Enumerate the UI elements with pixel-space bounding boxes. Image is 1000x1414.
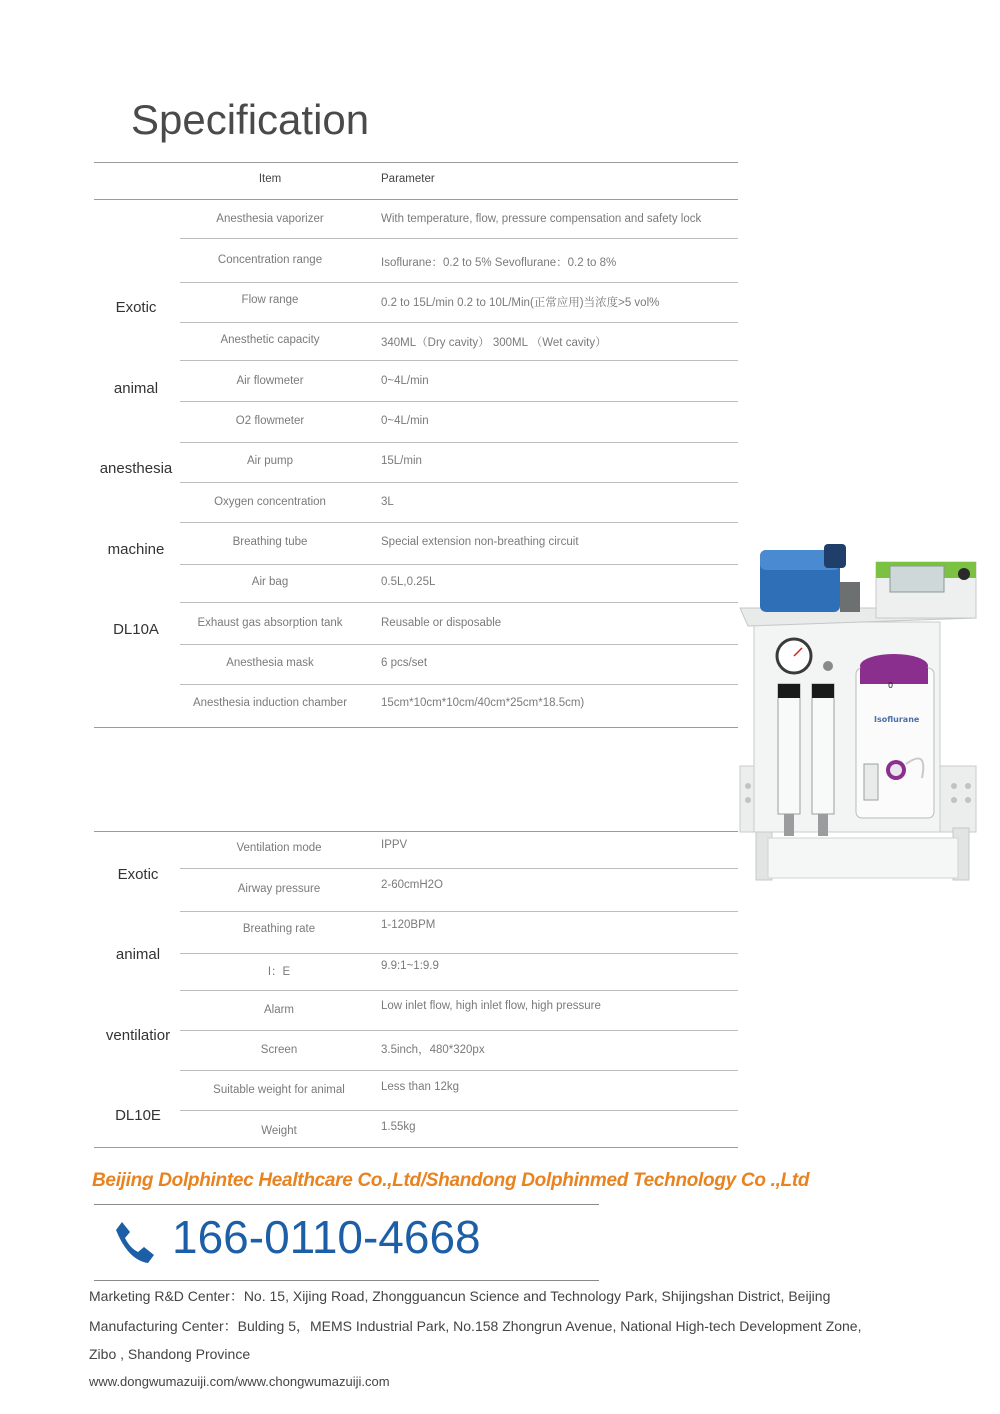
table-top-rule [94,831,738,832]
table-row-item: I：E [267,966,291,978]
table-row-parameter: IPPV [381,839,408,851]
vaporizer-label: Isoflurane [874,715,920,724]
group-label-word: Exotic [115,299,157,316]
row-rule [180,564,738,565]
website-link[interactable]: www.dongwumazuiji.com/www.chongwumazuiji.com [89,1374,390,1389]
company-name: Beijing Dolphintec Healthcare Co.,Ltd/Shandong Dolphinmed Technology Co .,Ltd [92,1170,810,1191]
table-row-item: Concentration range [217,254,323,266]
group-label-word: animal [113,380,159,397]
table-row-parameter: 2-60cmH2O [381,879,443,891]
anesthesia-machine-image [738,538,1000,884]
group-label-word: DL10A [113,621,159,638]
address-line: Manufacturing Center：Bulding 5，MEMS Industrial Park, No.158 Zhongrun Avenue, National High-tech Development Zone, [89,1318,862,1334]
table-row-item: Screen [260,1044,298,1056]
table-row-item: Weight [261,1125,297,1137]
table-row-parameter: 3L [381,496,394,508]
table-row-item: Air pump [246,455,294,467]
table-row-item: Airway pressure [237,883,321,895]
table-row-item: Ventilation mode [236,842,322,854]
table-row-item: Exhaust gas absorption tank [197,617,343,629]
table-row-parameter: 0.2 to 15L/min 0.2 to 10L/Min(正常应用)当浓度>5 vol% [381,297,660,309]
row-rule [180,684,738,685]
row-rule [180,522,738,523]
table-row-item: Breathing tube [232,536,308,548]
phone-icon [110,1218,158,1266]
address-line: Zibo , Shandong Province [89,1346,251,1362]
table-row-parameter: 6 pcs/set [381,657,428,669]
table-row-item: Anesthesia mask [226,657,314,669]
row-rule [180,911,738,912]
header-item: Item [258,173,282,185]
table-row-parameter: 0~4L/min [381,415,429,427]
table-row-item: Suitable weight for animal [213,1084,345,1096]
row-rule [180,990,738,991]
address-line: Marketing R&D Center：No. 15, Xijing Road, Zhongguancun Science and Technology Park, Shijingshan District, Beijing [89,1288,831,1304]
table-row-parameter: Less than 12kg [381,1081,460,1093]
table-row-parameter: 1.55kg [381,1121,416,1133]
row-rule [180,953,738,954]
table-row-parameter: Low inlet flow, high inlet flow, high pressure [381,1000,601,1012]
row-rule [180,644,738,645]
row-rule [180,238,738,239]
table-row-parameter: With temperature, flow, pressure compensation and safety lock [381,213,702,225]
header-rule [94,199,738,200]
row-rule [180,1070,738,1071]
row-rule [180,602,738,603]
table-row-parameter: 15L/min [381,455,422,467]
group-label-word: ventilatior [105,1027,171,1044]
row-rule [180,1030,738,1031]
table-row-item: Breathing rate [242,923,316,935]
table-row-parameter: 0~4L/min [381,375,429,387]
table-row-parameter: 9.9:1~1:9.9 [381,960,439,972]
table-row-parameter: 340ML（Dry cavity） 300ML （Wet cavity） [381,337,607,349]
row-rule [180,360,738,361]
table-top-rule [94,162,738,163]
header-parameter: Parameter [381,173,435,185]
row-rule [180,401,738,402]
row-rule [180,482,738,483]
group-label-word: Exotic [117,866,159,883]
table-row-item: Anesthesia vaporizer [216,213,324,225]
table-row-item: Air flowmeter [236,375,304,387]
footer-rule-bottom [94,1280,599,1281]
row-rule [180,282,738,283]
table-row-item: Air bag [251,576,289,588]
table-row-parameter: 3.5inch，480*320px [381,1044,485,1056]
table-row-item: Anesthetic capacity [220,334,320,346]
table-row-parameter: Special extension non-breathing circuit [381,536,579,548]
table-row-parameter: Isoflurane：0.2 to 5% Sevoflurane：0.2 to 8% [381,257,617,269]
row-rule [180,1110,738,1111]
phone-number: 166-0110-4668 [172,1211,481,1263]
row-rule [180,868,738,869]
table-bottom-rule [94,727,738,728]
table-row-item: Oxygen concentration [214,496,326,508]
group-label-word: anesthesia [99,460,173,477]
table-row-item: Alarm [263,1004,295,1016]
group-label-word: DL10E [115,1107,161,1124]
table-row-parameter: 0.5L,0.25L [381,576,436,588]
table-row-parameter: Reusable or disposable [381,617,502,629]
group-label-word: machine [107,541,165,558]
table-bottom-rule [94,1147,738,1148]
footer-rule-top [94,1204,599,1205]
page-title: Specification [131,96,370,143]
group-label-word: animal [115,946,161,963]
table-row-item: Flow range [241,294,299,306]
table-row-item: Anesthesia induction chamber [192,697,348,709]
row-rule [180,322,738,323]
row-rule [180,442,738,443]
table-row-parameter: 15cm*10cm*10cm/40cm*25cm*18.5cm) [381,697,585,709]
table-row-parameter: 1-120BPM [381,919,436,931]
table-row-item: O2 flowmeter [235,415,305,427]
vaporizer-dial: 0 [888,681,894,690]
